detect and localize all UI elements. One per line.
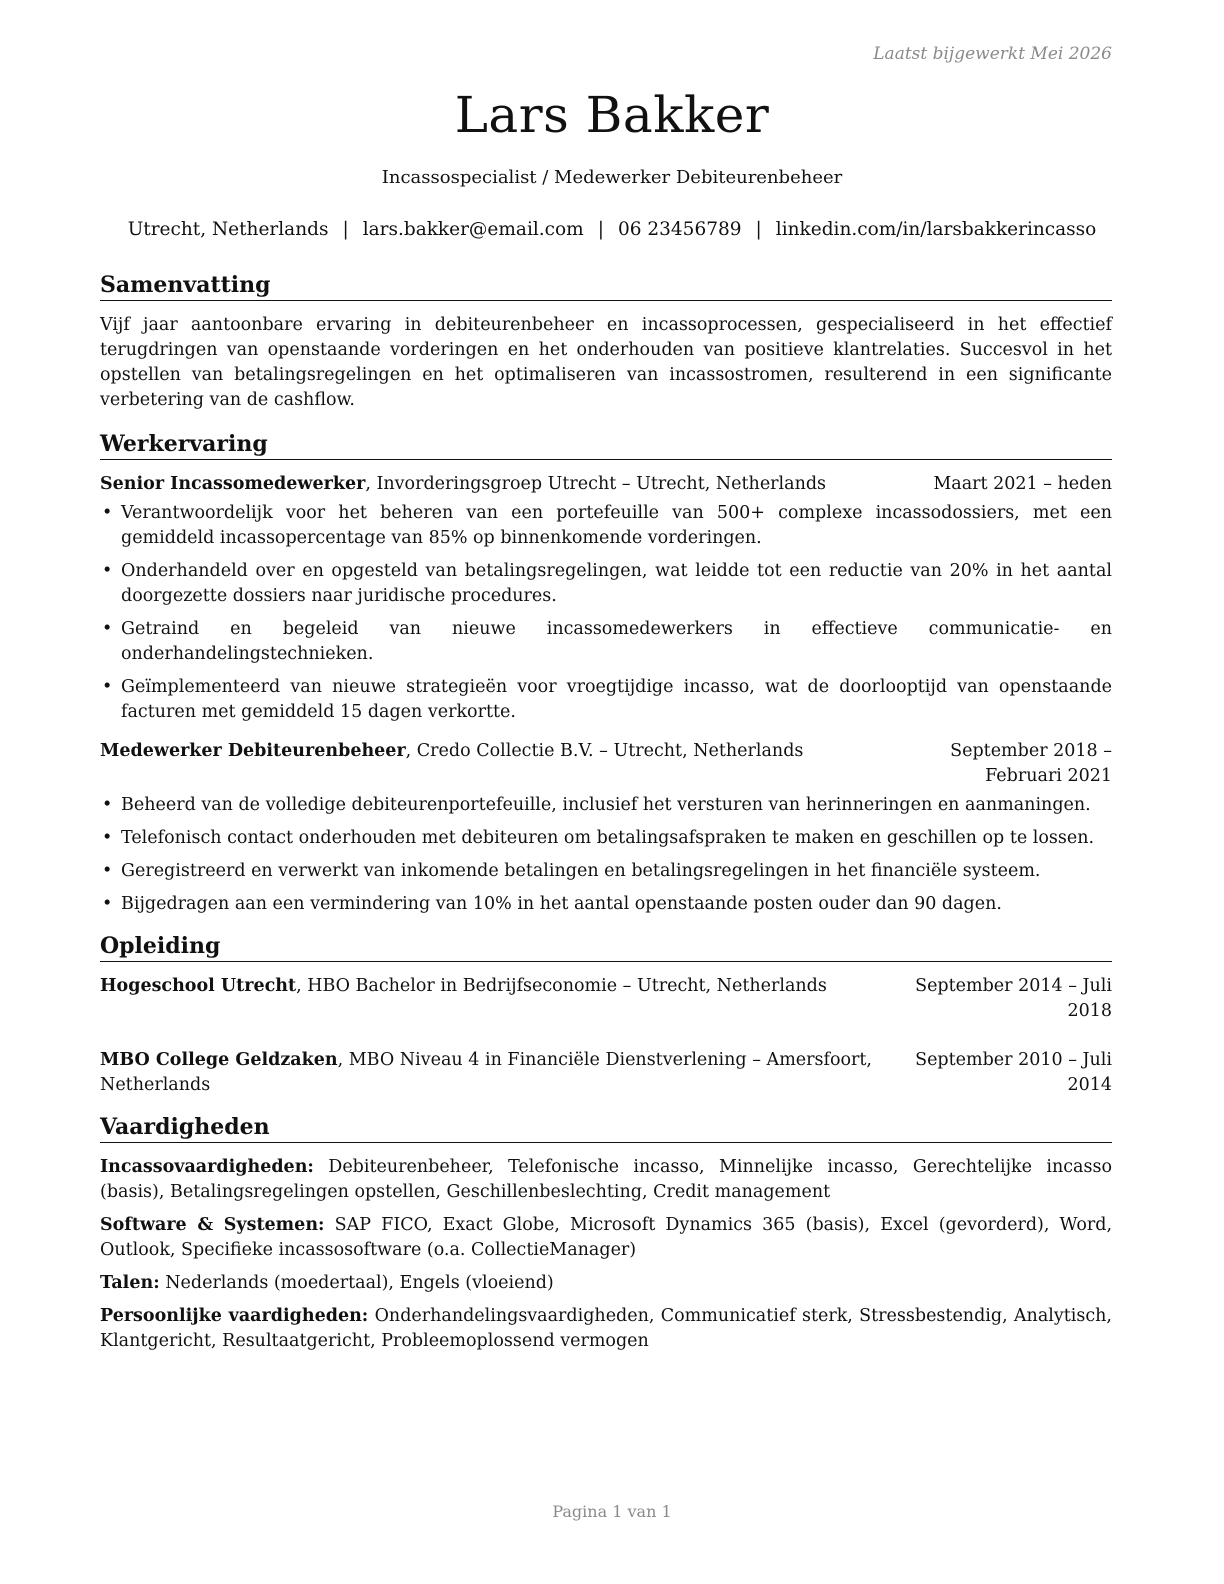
job-bullet: • Bijgedragen aan een vermindering van 10% in het aantal openstaande posten ouder dan 90 dagen.: [100, 892, 1112, 917]
education-entry: [100, 974, 1112, 1024]
contact-separator: |: [755, 219, 762, 240]
job-title: Senior Incassomedewerker: [100, 474, 366, 494]
education-school: Hogeschool Utrecht: [100, 976, 297, 996]
education-entry: [100, 1048, 1112, 1098]
job-bullet: • Geïmplementeerd van nieuwe strategieën voor vroegtijdige incasso, wat de doorlooptijd van openstaande facturen met gemiddeld 15 dagen verkortte.: [100, 675, 1112, 725]
skill-label: Persoonlijke vaardigheden:: [100, 1306, 369, 1326]
education-detail: , HBO Bachelor in Bedrijfseconomie – Utrecht, Netherlands: [296, 976, 827, 996]
job-title: Medewerker Debiteurenbeheer: [100, 741, 406, 761]
skill-label: Software & Systemen:: [100, 1215, 325, 1235]
section-title-experience: Werkervaring: [100, 429, 1112, 460]
education-dates: September 2010 – Juli 2014: [915, 1050, 1112, 1095]
section-title-skills: Vaardigheden: [100, 1112, 1112, 1143]
skill-row: [100, 1271, 1112, 1296]
job-dates: Maart 2021 – heden: [933, 474, 1112, 494]
skill-label: Incassovaardigheden:: [100, 1157, 314, 1177]
contact-line: [0, 219, 1224, 240]
contact-phone: 06 23456789: [617, 219, 742, 240]
section-title-education: Opleiding: [100, 931, 1112, 962]
skill-value: SAP FICO, Exact Globe, Microsoft Dynamics 365 (basis), Excel (gevorderd), Word, Outlook, Specifieke incassosoftware (o.a. CollectieManager): [100, 1215, 1113, 1260]
job-header: [100, 739, 1112, 789]
job-bullets: [100, 793, 1112, 917]
skill-row: [100, 1155, 1112, 1205]
candidate-name: Lars Bakker: [454, 86, 770, 144]
summary-text: Vijf jaar aantoonbare ervaring in debiteurenbeheer en incassoprocessen, gespecialiseerd in het effectief terugdringen van openstaande vorderingen en het onderhouden van positieve klantrelaties. Succesvol in het opstellen van betalingsregelingen en het optimaliseren van incassostromen, resulterend in een significante verbetering van de cashflow.: [100, 315, 1112, 410]
job-dates: September 2018 – Februari 2021: [950, 741, 1112, 786]
education-school: MBO College Geldzaken: [100, 1050, 338, 1070]
contact-separator: |: [342, 219, 349, 240]
contact-location: Utrecht, Netherlands: [127, 219, 329, 240]
job-bullet: • Verantwoordelijk voor het beheren van een portefeuille van 500+ complexe incassodossiers, met een gemiddeld incassopercentage van 85% op binnenkomende vorderingen.: [100, 501, 1112, 551]
job-entry: [100, 472, 1112, 725]
contact-separator: |: [597, 219, 604, 240]
skill-row: [100, 1304, 1112, 1354]
job-bullets: [100, 501, 1112, 725]
resume-content: [100, 270, 1112, 1362]
job-bullet: • Beheerd van de volledige debiteurenportefeuille, inclusief het versturen van herinneringen en aanmaningen.: [100, 793, 1112, 818]
skill-value: Onderhandelingsvaardigheden, Communicatief sterk, Stressbestendig, Analytisch, Klantgericht, Resultaatgericht, Probleemoplossend vermogen: [100, 1306, 1112, 1351]
job-bullet: • Telefonisch contact onderhouden met debiteuren om betalingsafspraken te maken en geschillen op te lossen.: [100, 826, 1112, 851]
skill-value: Debiteurenbeheer, Telefonische incasso, Minnelijke incasso, Gerechtelijke incasso (basis), Betalingsregelingen opstellen, Geschillenbeslechting, Credit management: [100, 1157, 1112, 1202]
skill-label: Talen:: [100, 1273, 160, 1293]
job-organization: , Credo Collectie B.V. – Utrecht, Netherlands: [405, 741, 804, 761]
contact-linkedin[interactable]: linkedin.com/in/larsbakkerincasso: [775, 219, 1097, 240]
page-number: Pagina 1 van 1: [552, 1502, 672, 1521]
skill-value: Nederlands (moedertaal), Engels (vloeiend): [159, 1273, 554, 1293]
job-bullet: • Geregistreerd en verwerkt van inkomende betalingen en betalingsregelingen in het financiële systeem.: [100, 859, 1112, 884]
last-updated: Laatst bijgewerkt Mei 2026: [873, 44, 1112, 64]
education-dates: September 2014 – Juli 2018: [915, 976, 1112, 1021]
job-bullet: • Getraind en begeleid van nieuwe incassomedewerkers in effectieve communicatie- en onderhandelingstechnieken.: [100, 617, 1112, 667]
job-bullet: • Onderhandeld over en opgesteld van betalingsregelingen, wat leidde tot een reductie van 20% in het aantal doorgezette dossiers naar juridische procedures.: [100, 559, 1112, 609]
headline: Incassospecialist / Medewerker Debiteurenbeheer: [381, 167, 843, 188]
job-organization: , Invorderingsgroep Utrecht – Utrecht, Netherlands: [365, 474, 827, 494]
contact-email[interactable]: lars.bakker@email.com: [362, 219, 584, 240]
section-title-summary: Samenvatting: [100, 270, 1112, 301]
job-entry: [100, 739, 1112, 917]
skill-row: [100, 1213, 1112, 1263]
education-detail: , MBO Niveau 4 in Financiële Dienstverlening – Amersfoort, Netherlands: [100, 1050, 872, 1095]
job-header: [100, 472, 1112, 497]
